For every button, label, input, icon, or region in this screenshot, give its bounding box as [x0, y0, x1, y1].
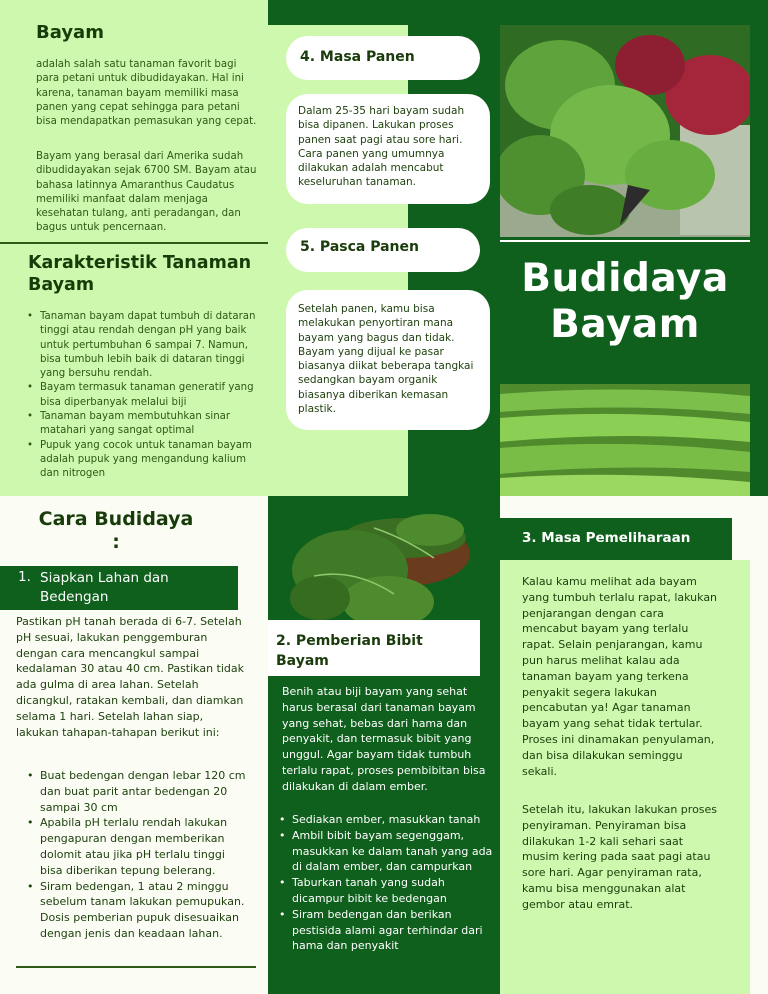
karakteristik-title: Karakteristik Tanaman Bayam: [28, 253, 252, 295]
list-item: • Buat bedengan dengan lebar 120 cm dan buat parit antar bedengan 20 sampai 30 cm: [26, 768, 248, 815]
step2-title: 2. Pemberian Bibit Bayam: [276, 633, 423, 669]
karakteristik-list: [26, 310, 266, 482]
cover-title-line-1: Budidaya: [521, 256, 729, 301]
list-item: • Tanaman bayam membutuhkan sinar matahari yang sangat optimal: [26, 410, 266, 439]
list-item: • Sediakan ember, masukkan tanah: [278, 812, 494, 828]
pasca-panen-card: [286, 290, 490, 430]
step1-text: Pastikan pH tanah berada di 6-7. Setelah pH sesuai, lakukan penggemburan dengan cara mencangkul sampai kedalaman 30 atau 40 cm. Pastikan tidak ada gulma di area lahan. Setelah dicangkul, ratakan kembali, dan diamkan selama 1 hari. Setelah lahan siap, lakukan tahapan-tahapan berikut ini:: [16, 615, 245, 739]
cara-budidaya-title: Cara Budidaya :: [38, 508, 194, 553]
divider: [0, 242, 268, 244]
intro-paragraph-2: Bayam yang berasal dari Amerika sudah dibudidayakan sejak 6700 SM. Bayam atau bahasa latinnya Amaranthus Caudatus memiliki manfaat dalam menjaga kesehatan tulang, anti peradangan, dan bagus untuk pencernaan.: [36, 151, 257, 234]
cover-divider: [500, 240, 750, 242]
step3-text-2: Setelah itu, lakukan lakukan proses penyiraman. Penyiraman bisa dilakukan 1-2 kali sehari saat musim kering pada saat pagi atau sore hari. Agar penyiraman rata, kamu bisa menggunakan alat gembor atau emrat.: [522, 803, 718, 911]
step1-title: Siapkan Lahan dan Bedengan: [40, 570, 169, 605]
step3-text-1: Kalau kamu melihat ada bayam yang tumbuh terlalu rapat, lakukan penjarangan dengan cara mencabut bayam yang terlalu rapat. Selain penjarangan, kamu pun harus melihat kalau ada tanaman bayam yang terkena penyakit segera lakukan pencabutan ya! Agar tanaman bayam yang sehat tidak tertular. Proses ini dinamakan penyulaman, dan bisa dilakukan seminggu sekali.: [522, 575, 718, 778]
step3-title: 3. Masa Pemeliharaan: [522, 530, 691, 546]
list-item: • Pupuk yang cocok untuk tanaman bayam adalah pupuk yang mengandung kalium dan nitrogen: [26, 439, 266, 482]
list-item: • Taburkan tanah yang sudah dicampur bibit ke bedengan: [278, 875, 494, 907]
cover-title: [500, 256, 750, 348]
step1-number: 1.: [18, 569, 31, 585]
list-item: • Ambil bibit bayam segenggam, masukkan ke dalam tanah yang ada di dalam ember, dan campurkan: [278, 828, 494, 875]
masa-panen-header: [286, 36, 480, 80]
cover-title-line-2: Bayam: [550, 302, 700, 347]
step2-list: [278, 812, 494, 954]
list-item: • Apabila pH terlalu rendah lakukan pengapuran dengan memberikan dolomit atau jika pH terlalu tinggi bisa diberikan tepung belerang.: [26, 815, 248, 878]
masa-panen-text: Dalam 25-35 hari bayam sudah bisa dipanen. Lakukan proses panen saat pagi atau sore hari. Cara panen yang umumnya dilakukan adalah mencabut keseluruhan tanaman.: [298, 105, 465, 189]
step1-list: [26, 768, 248, 942]
intro-paragraph-1: adalah salah satu tanaman favorit bagi para petani untuk dibudidayakan. Hal ini karena, tanaman bayam memiliki masa panen yang cepat sehingga para petani bisa mendapatkan pemasukan yang cepat.: [36, 59, 257, 128]
list-item: • Bayam termasuk tanaman generatif yang bisa diperbanyak melalui biji: [26, 381, 266, 410]
pasca-panen-title: 5. Pasca Panen: [300, 239, 419, 255]
bayam-title: Bayam: [36, 22, 104, 43]
masa-panen-title: 4. Masa Panen: [300, 49, 415, 65]
pasca-panen-header: [286, 228, 480, 272]
spinach-pots-photo: [500, 25, 750, 237]
list-item: • Siram bedengan dan berikan pestisida alami agar terhindar dari hama dan penyakit: [278, 907, 494, 954]
list-item: • Siram bedengan, 1 atau 2 minggu sebelum tanam lakukan pemupukan. Dosis pemberian pupuk disesuaikan dengan jenis dan keadaan lahan.: [26, 879, 248, 942]
masa-panen-card: [286, 94, 490, 204]
spinach-field-photo: [500, 384, 750, 496]
list-item: • Tanaman bayam dapat tumbuh di dataran tinggi atau rendah dengan pH yang baik untuk pertumbuhan 6 sampai 7. Namun, bisa tumbuh lebih baik di dataran tinggi yang bersuhu rendah.: [26, 310, 266, 381]
step2-text: Benih atau biji bayam yang sehat harus berasal dari tanaman bayam yang sehat, bebas dari hama dan penyakit, dan termasuk bibit yang unggul. Agar bayam tidak tumbuh terlalu rapat, proses pembibitan bisa dilakukan di dalam ember.: [282, 685, 486, 793]
spinach-bowl-image: [284, 498, 480, 634]
panel4-bottom-divider: [16, 966, 256, 968]
pasca-panen-text: Setelah panen, kamu bisa melakukan penyortiran mana bayam yang bagus dan tidak. Bayam yang dijual ke pasar biasanya diikat beberapa tangkai sedangkan bayam organik biasanya diberikan kemasan plastik.: [298, 303, 474, 416]
